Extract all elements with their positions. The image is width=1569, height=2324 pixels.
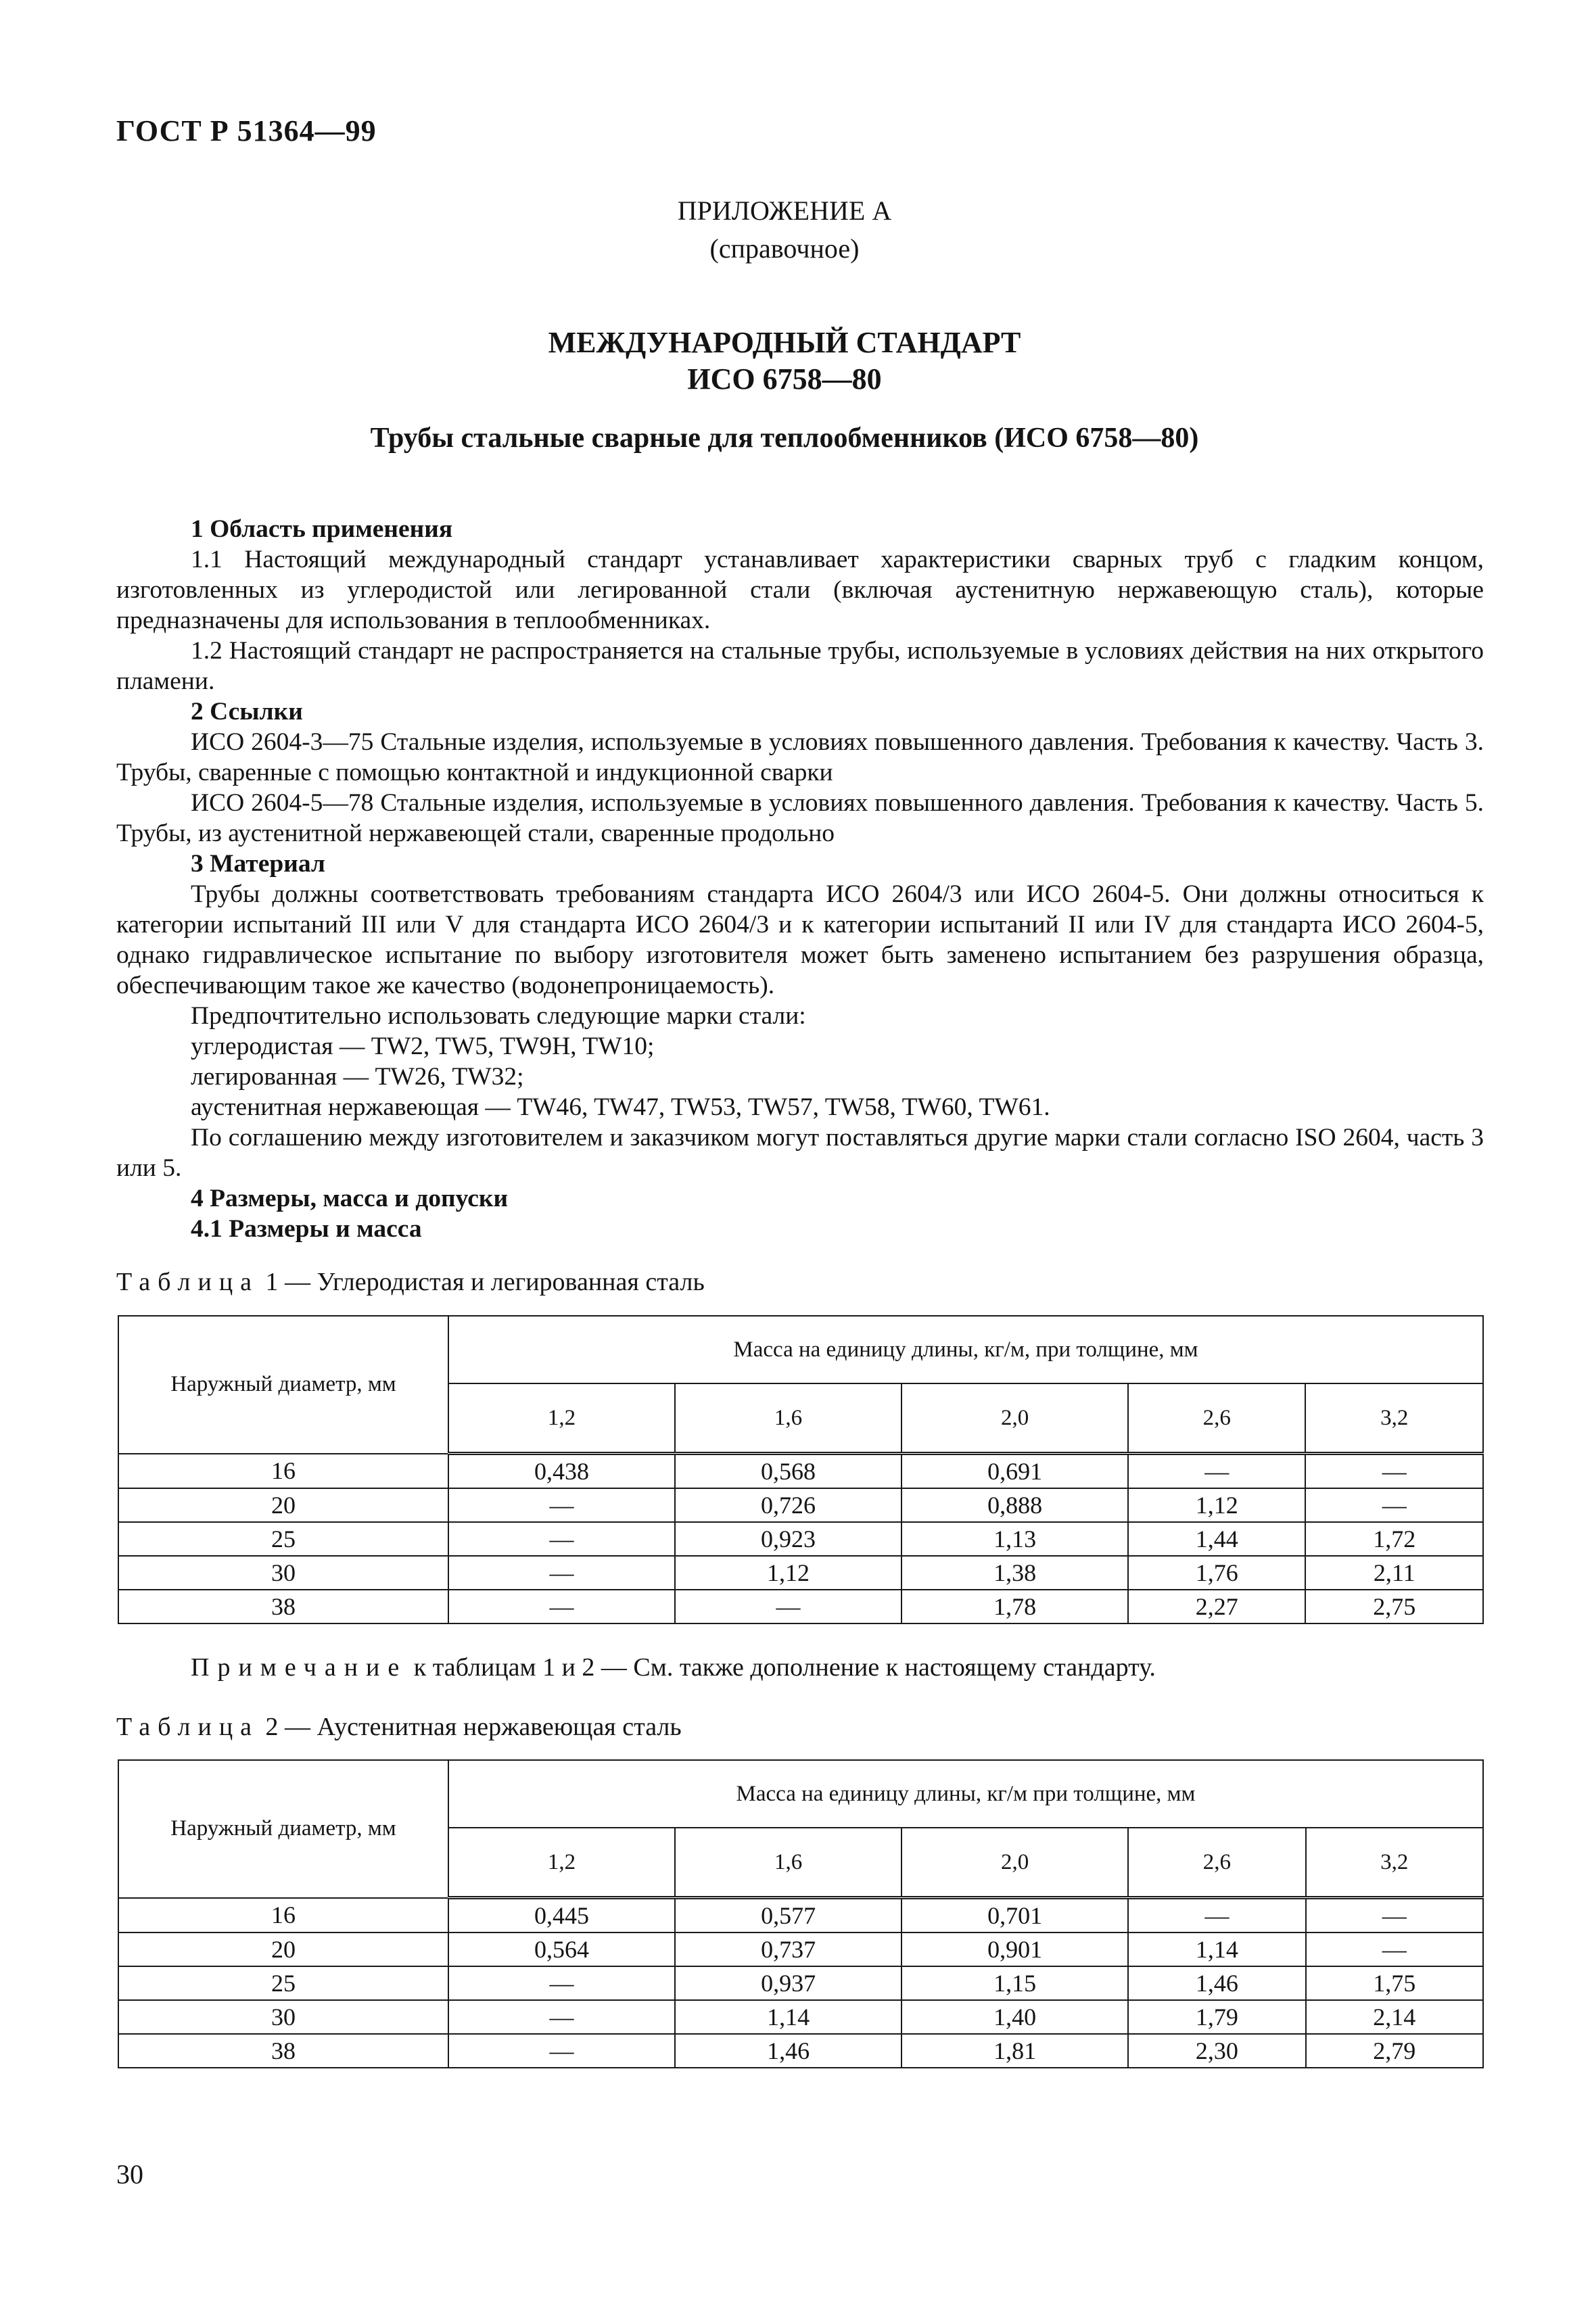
steel-grade-alloy: легированная — TW26, TW32; (191, 1063, 524, 1091)
note-word: Примечание (191, 1653, 408, 1682)
table-2-thickness-header: 1,6 (675, 1828, 901, 1898)
mass-cell: — (1305, 1488, 1483, 1522)
standard-line-1: МЕЖДУНАРОДНЫЙ СТАНДАРТ (548, 326, 1021, 359)
table-row (118, 1966, 1483, 2000)
standard-heading (0, 325, 1569, 398)
page-number: 30 (116, 2159, 143, 2189)
mass-cell: 1,12 (1128, 1488, 1305, 1522)
mass-cell: 0,438 (448, 1454, 675, 1489)
section-4-heading: 4 Размеры, масса и допуски (191, 1185, 509, 1212)
mass-cell: 0,691 (901, 1454, 1128, 1489)
mass-cell: 0,445 (448, 1898, 675, 1933)
table-2-caption-text: 2 — Аустенитная нержавеющая сталь (259, 1713, 682, 1741)
mass-cell: 1,76 (1128, 1556, 1305, 1590)
mass-cell: 1,15 (901, 1966, 1128, 2000)
table-2-thickness-header: 2,0 (901, 1828, 1128, 1898)
mass-cell: 1,13 (901, 1522, 1128, 1556)
diameter-cell: 25 (118, 1966, 448, 2000)
mass-cell: 1,14 (1128, 1932, 1305, 1966)
table-2-diameter-header: Наружный диаметр, мм (118, 1760, 448, 1898)
standard-line-2: ИСО 6758—80 (687, 362, 882, 396)
mass-cell: — (448, 1590, 675, 1623)
table-2-thickness-header: 3,2 (1306, 1828, 1483, 1898)
mass-cell: 2,30 (1128, 2034, 1305, 2068)
annex-heading (0, 192, 1569, 268)
mass-cell: 1,44 (1128, 1522, 1305, 1556)
mass-cell: 1,40 (901, 2000, 1128, 2034)
table-1-thickness-header: 1,6 (675, 1383, 901, 1454)
mass-cell: 0,901 (901, 1932, 1128, 1966)
table-1-mass-header: Масса на единицу длины, кг/м, при толщине, мм (448, 1316, 1483, 1383)
table-row (118, 1488, 1483, 1522)
tables-note (191, 1653, 1156, 1682)
diameter-cell: 30 (118, 2000, 448, 2034)
steel-grade-carbon: углеродистая — TW2, TW5, TW9H, TW10; (191, 1033, 655, 1060)
mass-cell: 1,81 (901, 2034, 1128, 2068)
mass-cell: 1,12 (675, 1556, 901, 1590)
table-row (118, 1898, 1483, 1933)
diameter-cell: 16 (118, 1898, 448, 1933)
mass-cell: 2,75 (1305, 1590, 1483, 1623)
table-1-thickness-header: 2,6 (1128, 1383, 1305, 1454)
diameter-cell: 38 (118, 2034, 448, 2068)
table-1-caption (116, 1267, 705, 1297)
section-1-paragraph-1: 1.1 Настоящий международный стандарт устанавливает характеристики сварных труб с гладким концом, изготовленных из углеродистой или легированной стали (включая аустенитную нержавеющую сталь), которые предназначены для использования в теплообменниках. (116, 546, 1484, 634)
note-text: к таблицам 1 и 2 — См. также дополнение к настоящему стандарту. (407, 1653, 1156, 1682)
mass-cell: 1,72 (1305, 1522, 1483, 1556)
section-4-1-heading: 4.1 Размеры и масса (191, 1215, 422, 1243)
annex-title: ПРИЛОЖЕНИЕ А (677, 195, 892, 226)
mass-cell: 0,923 (675, 1522, 901, 1556)
section-3-paragraph-2: Предпочтительно использовать следующие марки стали: (191, 1002, 806, 1030)
steel-grade-austenitic: аустенитная нержавеющая — TW46, TW47, TW53, TW57, TW58, TW60, TW61. (191, 1093, 1050, 1121)
mass-cell: — (448, 2034, 675, 2068)
mass-cell: — (448, 1556, 675, 1590)
table-2 (118, 1759, 1484, 2068)
section-3-paragraph-3: По соглашению между изготовителем и заказчиком могут поставляться другие марки стали согласно ISO 2604, часть 3 или 5. (116, 1124, 1484, 1182)
section-3-paragraph-1: Трубы должны соответствовать требованиям стандарта ИСО 2604/3 или ИСО 2604-5. Они должны относиться к категории испытаний III или V для стандарта ИСО 2604/3 и к категории испытаний II или IV для стандарта ИСО 2604-5, однако гидравлическое испытание по выбору изготовителя может быть заменено испытанием без разрушения образца, обеспечивающим такое же качество (водонепроницаемость). (116, 880, 1484, 999)
mass-cell: 0,937 (675, 1966, 901, 2000)
table-1-thickness-header: 3,2 (1305, 1383, 1483, 1454)
mass-cell: — (1305, 1454, 1483, 1489)
table-row (118, 2034, 1483, 2068)
document-body (116, 514, 1484, 1244)
section-3-heading: 3 Материал (191, 850, 325, 878)
mass-cell: 1,79 (1128, 2000, 1305, 2034)
mass-cell: — (448, 1488, 675, 1522)
document-title: Трубы стальные сварные для теплообменников (ИСО 6758—80) (370, 423, 1199, 454)
diameter-cell: 25 (118, 1522, 448, 1556)
section-2-paragraph-1: ИСО 2604-3—75 Стальные изделия, используемые в условиях повышенного давления. Требования к качеству. Часть 3. Трубы, сваренные с помощью контактной и индукционной сварки (116, 728, 1484, 786)
mass-cell: — (1128, 1454, 1305, 1489)
mass-cell: 1,78 (901, 1590, 1128, 1623)
mass-cell: 0,888 (901, 1488, 1128, 1522)
section-2-heading: 2 Ссылки (191, 698, 303, 726)
page-header: ГОСТ Р 51364—99 (116, 114, 377, 147)
mass-cell: 2,11 (1305, 1556, 1483, 1590)
annex-kind: (справочное) (709, 233, 860, 264)
table-row (118, 1590, 1483, 1623)
table-1-diameter-header: Наружный диаметр, мм (118, 1316, 448, 1454)
mass-cell: 2,79 (1306, 2034, 1483, 2068)
mass-cell: 0,577 (675, 1898, 901, 1933)
table-1-thickness-header: 1,2 (448, 1383, 675, 1454)
mass-cell: — (1128, 1898, 1305, 1933)
table-1 (118, 1315, 1484, 1624)
section-1-paragraph-2: 1.2 Настоящий стандарт не распространяется на стальные трубы, используемые в условиях действия на них открытого пламени. (116, 637, 1484, 695)
mass-cell: 1,75 (1306, 1966, 1483, 2000)
mass-cell: 0,726 (675, 1488, 901, 1522)
table-2-mass-header: Масса на единицу длины, кг/м при толщине, мм (448, 1760, 1483, 1828)
mass-cell: 1,14 (675, 2000, 901, 2034)
mass-cell: 1,38 (901, 1556, 1128, 1590)
mass-cell: 0,701 (901, 1898, 1128, 1933)
mass-cell: 1,46 (675, 2034, 901, 2068)
mass-cell: — (1306, 1898, 1483, 1933)
table-2-caption (116, 1712, 682, 1742)
mass-cell: — (1306, 1932, 1483, 1966)
table-1-thickness-header: 2,0 (901, 1383, 1128, 1454)
mass-cell: — (448, 1966, 675, 2000)
diameter-cell: 16 (118, 1454, 448, 1489)
table-1-caption-text: 1 — Углеродистая и легированная сталь (259, 1268, 705, 1296)
table-row (118, 1454, 1483, 1489)
mass-cell: 1,46 (1128, 1966, 1305, 2000)
table-2-thickness-header: 1,2 (448, 1828, 675, 1898)
section-2-paragraph-2: ИСО 2604-5—78 Стальные изделия, используемые в условиях повышенного давления. Требования к качеству. Часть 5. Трубы, из аустенитной нержавеющей стали, сваренные продольно (116, 789, 1484, 847)
section-1-heading: 1 Область применения (191, 515, 453, 543)
mass-cell: 0,737 (675, 1932, 901, 1966)
table-row (118, 1522, 1483, 1556)
mass-cell: 0,564 (448, 1932, 675, 1966)
mass-cell: 2,27 (1128, 1590, 1305, 1623)
table-row (118, 1932, 1483, 1966)
table-row (118, 2000, 1483, 2034)
diameter-cell: 20 (118, 1932, 448, 1966)
mass-cell: — (448, 1522, 675, 1556)
diameter-cell: 30 (118, 1556, 448, 1590)
diameter-cell: 38 (118, 1590, 448, 1623)
diameter-cell: 20 (118, 1488, 448, 1522)
table-1-body (118, 1454, 1483, 1624)
mass-cell: 2,14 (1306, 2000, 1483, 2034)
table-2-thickness-header: 2,6 (1128, 1828, 1305, 1898)
table-2-body (118, 1898, 1483, 2068)
mass-cell: — (448, 2000, 675, 2034)
table-2-caption-word: Таблица (116, 1713, 260, 1741)
mass-cell: 0,568 (675, 1454, 901, 1489)
mass-cell: — (675, 1590, 901, 1623)
table-row (118, 1556, 1483, 1590)
table-1-caption-word: Таблица (116, 1268, 260, 1296)
